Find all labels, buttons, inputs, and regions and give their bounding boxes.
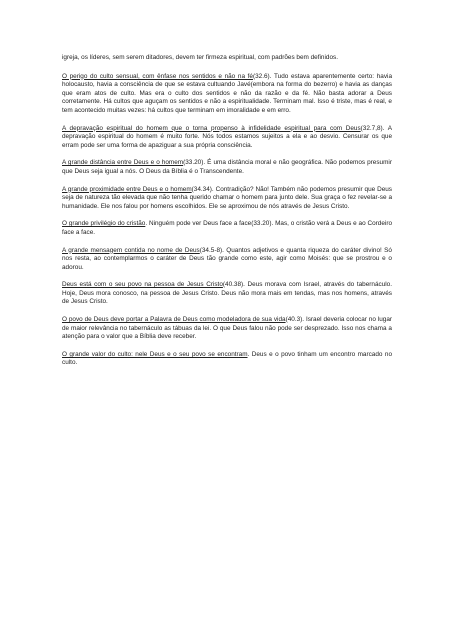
paragraph-body: (40.38). Deus morava com Israel, através do tabernáculo. Hoje, Deus mora conosco, na pessoa de Jesus Cristo. Deus não mora mais em tendas, mas nos homens, através de Jesus Cristo. bbox=[62, 281, 393, 306]
paragraph-depravacao bbox=[62, 125, 392, 151]
paragraph-body: (34.34). Contradição? Não! Também não podemos presumir que Deus seja de natureza tão elevada que não tenha querido chamar o homem para junto dele. Sua graça o fez revelar-se a humanidade. Ele nos falou por homens escolhidos. Ele se aproximou de nós através de Jesus Cristo. bbox=[62, 185, 392, 210]
paragraph-heading: A grande proximidade entre Deus e o homem bbox=[62, 185, 192, 193]
intro-paragraph: igreja, os líderes, sem serem ditadores, devem ter firmeza espiritual, com padrões bem definidos. bbox=[62, 54, 338, 61]
paragraph-heading: A depravação espiritual do homem que o torna propenso à infidelidade espiritual para com Deus bbox=[62, 124, 361, 132]
paragraph-palavra bbox=[62, 316, 392, 342]
paragraph-body: . Ninguém pode ver Deus face a face(33.20). Mas, o cristão verá a Deus e ao Cordeiro face a face. bbox=[62, 220, 393, 236]
paragraph-distancia bbox=[62, 159, 392, 176]
paragraph-heading: O perigo do culto sensual, com ênfase nos sentidos e não na fé bbox=[62, 72, 253, 80]
paragraph-privilegio bbox=[62, 220, 392, 237]
paragraph-heading: O grande privilégio do cristão bbox=[62, 220, 146, 228]
paragraph-heading: O grande valor do culto: nele Deus e o seu povo se encontram bbox=[62, 350, 248, 358]
paragraph-mensagem bbox=[62, 247, 392, 273]
paragraph-body: (33.20). É uma distância moral e não geográfica. Não podemos presumir que Deus seja igual a nós. O Deus da Bíblia é o Transcendente. bbox=[62, 159, 392, 175]
paragraph-body: (34.5-8). Quantos adjetivos e quanta riqueza do caráter divino! Só nos resta, ao contemplarmos o caráter de Deus tão grande como este, agir como Moisés: que se prostrou e o adorou. bbox=[62, 246, 392, 271]
paragraph-body: (40.3). Israel deveria colocar no lugar de maior relevância no tabernáculo as tábuas da lei. O que Deus falou não pode ser desprezado. Isso nos chama a atenção para o valor que a Bíblia deve receber. bbox=[62, 316, 393, 341]
paragraph-body: . Deus e o povo tinham um encontro marcado no culto. bbox=[62, 350, 392, 367]
paragraph-heading: O povo de Deus deve portar a Palavra de Deus como modeladora de sua vida bbox=[62, 316, 286, 324]
paragraph-jesus-cristo bbox=[62, 281, 392, 307]
paragraph-proximidade bbox=[62, 186, 392, 212]
paragraph-heading: A grande distância entre Deus e o homem bbox=[62, 159, 184, 167]
paragraph-culto-sensual bbox=[62, 73, 392, 116]
paragraph-valor-culto bbox=[62, 351, 392, 368]
paragraph-body: (32.6). Tudo estava aparentemente certo: havia holocausto, havia a consciência de que se estava cultuando Javé(embora na forma do bezerro) e havia as danças que eram atos de culto. Mas era o culto dos sentidos e não da razão e da fé. Não basta adorar a Deus corretamente. Há cultos que aguçam os sentidos e não a espiritualidade. Terminam mal. Isso é triste, mas é real, e tem acontecido muitas vezes: há cultos que terminam em imoralidade e em erro. bbox=[62, 72, 392, 114]
paragraph-body: (32.7,8). A depravação espiritual do homem é muito forte. Nós todos estamos sujeitos a ela e ao desvio. Censurar os que erram pode ser uma forma de apaziguar a sua própria consciência. bbox=[62, 124, 392, 149]
paragraph-heading: Deus está com o seu povo na pessoa de Jesus Cristo bbox=[62, 281, 223, 289]
paragraph-heading: A grande mensagem contida no nome de Deus bbox=[62, 246, 200, 254]
